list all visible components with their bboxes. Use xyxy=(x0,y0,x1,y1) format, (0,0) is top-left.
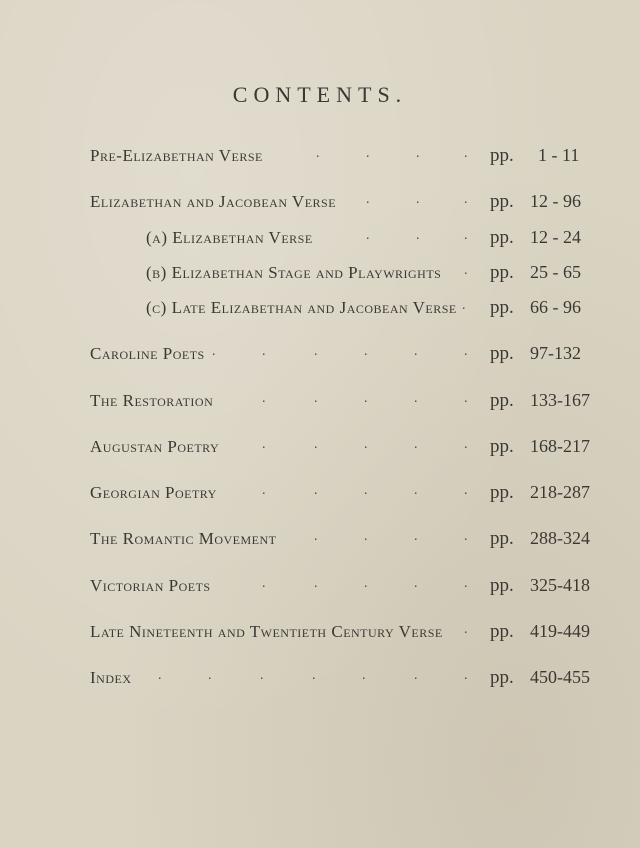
toc-entry-pp-label: pp. xyxy=(490,575,514,596)
toc-entry xyxy=(0,192,640,222)
toc-entry-pages: 288-324 xyxy=(530,528,590,548)
toc-entry-pages: 1 - 11 xyxy=(538,145,580,165)
toc-entry-pp-label: pp. xyxy=(490,436,514,457)
toc-entry-pages: 12 - 96 xyxy=(530,191,581,211)
toc-entry-title: Victorian Poets xyxy=(90,576,211,595)
dot-leader: . . . . . xyxy=(262,391,468,406)
dot-leader: . xyxy=(464,263,468,278)
toc-entry-title: (b) Elizabethan Stage and Playwrights xyxy=(146,263,442,282)
toc-entry xyxy=(0,622,640,652)
toc-entry-title: Elizabethan and Jacobean Verse xyxy=(90,192,337,211)
toc-entry xyxy=(0,344,640,374)
toc-entry-title: Pre-Elizabethan Verse xyxy=(90,146,263,165)
toc-entry-pages: 133-167 xyxy=(530,390,590,410)
dot-leader: . . . . xyxy=(316,146,468,161)
toc-entry-pages: 325-418 xyxy=(530,575,590,595)
toc-entry xyxy=(0,437,640,467)
toc-entry-pages: 168-217 xyxy=(530,436,590,456)
toc-entry-pp-label: pp. xyxy=(490,191,514,212)
toc-entry-pp-label: pp. xyxy=(490,145,514,166)
toc-entry xyxy=(0,529,640,559)
dot-leader: . . . xyxy=(366,228,468,243)
toc-entry-pp-label: pp. xyxy=(490,667,514,688)
toc-entry xyxy=(0,298,640,328)
dot-leader: . xyxy=(464,622,468,637)
dot-leader: . . . xyxy=(366,192,468,207)
toc-entry-title: The Restoration xyxy=(90,391,214,410)
toc-entry xyxy=(0,576,640,606)
dot-leader: . . . . . . . xyxy=(158,668,468,683)
toc-entry-pp-label: pp. xyxy=(490,262,514,283)
dot-leader: . . . . xyxy=(314,529,468,544)
toc-entry-pages: 218-287 xyxy=(530,482,590,502)
toc-entry-pp-label: pp. xyxy=(490,528,514,549)
toc-entry-pages: 66 - 96 xyxy=(530,297,581,317)
toc-entry-pages: 12 - 24 xyxy=(530,227,581,247)
toc-entry-pp-label: pp. xyxy=(490,343,514,364)
toc-entry-pages: 97-132 xyxy=(530,343,581,363)
toc-entry xyxy=(0,668,640,698)
toc-entry-title: (c) Late Elizabethan and Jacobean Verse xyxy=(146,298,457,317)
dot-leader: . . . . . xyxy=(262,483,468,498)
dot-leader: . . . . . . xyxy=(212,344,468,359)
toc-entry xyxy=(0,146,640,176)
toc-entry-pp-label: pp. xyxy=(490,482,514,503)
toc-entry-pages: 25 - 65 xyxy=(530,262,581,282)
page-title: CONTENTS. xyxy=(232,82,408,107)
toc-entry-title: The Romantic Movement xyxy=(90,529,277,548)
toc-entry-pages: 450-455 xyxy=(530,667,590,687)
dot-leader: . . . . . xyxy=(262,576,468,591)
toc-entry-title: Index xyxy=(90,668,132,687)
toc-entry-pages: 419-449 xyxy=(530,621,590,641)
toc-entry-pp-label: pp. xyxy=(490,227,514,248)
toc-entry-pp-label: pp. xyxy=(490,621,514,642)
toc-entry xyxy=(0,263,640,293)
toc-entry-title: Caroline Poets xyxy=(90,344,205,363)
toc-entry xyxy=(0,228,640,258)
dot-leader: . xyxy=(462,298,466,313)
toc-entry-pp-label: pp. xyxy=(490,390,514,411)
toc-entry xyxy=(0,483,640,513)
toc-entry-title: Late Nineteenth and Twentieth Century Verse xyxy=(90,622,443,641)
toc-entry-title: Georgian Poetry xyxy=(90,483,217,502)
toc-entry xyxy=(0,391,640,421)
dot-leader: . . . . . xyxy=(262,437,468,452)
toc-entry-title: (a) Elizabethan Verse xyxy=(146,228,313,247)
toc-entry-pp-label: pp. xyxy=(490,297,514,318)
toc-entry-title: Augustan Poetry xyxy=(90,437,220,456)
